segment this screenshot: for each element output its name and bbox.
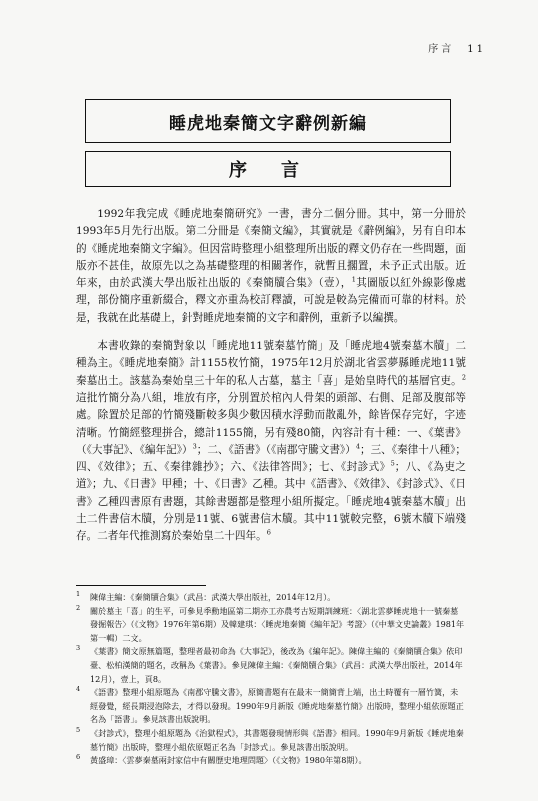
running-header: 序言 11 xyxy=(428,44,486,55)
footnote-number: 1 xyxy=(76,590,81,598)
footnote-number: 4 xyxy=(76,685,81,694)
footnote-number: 3 xyxy=(76,644,81,653)
footnote-ref[interactable]: 5 xyxy=(390,459,395,468)
section-title: 序 言 xyxy=(229,160,307,181)
footnote xyxy=(76,605,466,646)
footnote-text: 陳偉主編：《秦簡牘合集》（武昌：武漢大學出版社，2014年12月）。 xyxy=(90,592,336,602)
section-title-box xyxy=(85,151,451,187)
footnotes xyxy=(76,591,466,768)
footnote-text: 《封診式》，整理小組原題為《治獄程式》，其書題發現情形與《語書》相同。1990年9月新版《睡虎地秦墓竹簡》出版時，整理小組依原題正名為「封診式」。參見該書出版說明。 xyxy=(90,727,464,752)
body-text xyxy=(76,206,466,546)
footnote-ref[interactable]: 2 xyxy=(461,373,466,382)
footnote-ref[interactable]: 1 xyxy=(351,275,356,284)
footnote-text: 《語書》整理小組原題為《南郡守騰文書》，原簡書題有在最末一簡簡背上端，出土時覆有一層竹簧，未經發覺，經長期浸泡除去，才得以發現。1990年9月新版《睡虎地秦墓竹簡》出版時，整理小組依原題正名為「語書」。參見該書出版說明。 xyxy=(90,687,464,725)
footnote xyxy=(76,686,466,727)
footnote-text: 黃盛璋：〈雲夢秦墓兩封家信中有關歷史地理問題〉（《文物》1980年第8期）。 xyxy=(90,755,367,766)
book-title: 睡虎地秦簡文字辭例新編 xyxy=(169,113,367,134)
footnote-number: 2 xyxy=(76,603,81,612)
footnote-text: 關於墓主「喜」的生平，可參見季勳地區第二期亦工亦農考古短期訓練班：〈湖北雲夢睡虎地十一號秦墓發掘報告〉（《文物》1976年第6期）及韓建琪：〈睡虎地秦簡《編年記》考證〉（《中華文史論叢》1981年第一輯）二文。 xyxy=(90,605,465,643)
paragraph: 1992年我完成《睡虎地秦簡研究》一書，書分二個分冊。其中，第一分冊於1993年5月先行出版。第二分冊是《秦簡文編》，其實就是《辭例編》，另有自印本的《睡虎地秦簡文字編》。但因當時整理小組整理所出版的釋文仍存在一些問題，面版亦不甚佳，故原先以之為基礎整理的相關著作，就暫且擱置，未予正式出版。近年來，由於武漢大學出版社出版的《秦簡牘合集》（壹），$^1$其圖版以紅外線影像處理，部份簡序重新綴合，釋文亦重為校訂釋讀，可說是較為完備而可靠的材料。於是，我就在此基礎上，針對睡虎地秦簡的文字和辭例，重新予以編撰。 xyxy=(76,208,467,324)
footnote xyxy=(76,754,466,768)
book-title-box xyxy=(85,99,451,143)
footnote-divider xyxy=(76,585,206,586)
footnote-ref[interactable]: 4 xyxy=(355,442,360,451)
footnote-number: 6 xyxy=(76,753,81,762)
footnote-number: 5 xyxy=(76,725,81,734)
footnote xyxy=(76,645,466,686)
footnote-text: 《葉書》簡文原無篇題，整理者最初命為《大事記》，後改為《編年記》。陳偉主編的《秦簡牘合集》依印臺、松柏漢簡的題名，改稱為《葉書》。參見陳偉主編：《秦簡牘合集》（武昌：武漢大學出版社，2014年12月），壹上，頁8。 xyxy=(90,646,463,684)
footnote-ref[interactable]: 3 xyxy=(192,442,197,451)
footnote xyxy=(76,727,466,754)
paragraph: 本書收錄的秦簡對象以「睡虎地11號秦墓竹簡」及「睡虎地4號秦墓木牘」二種為主。《睡虎地秦簡》計1155枚竹簡，1975年12月於湖北省雲夢縣睡虎地11號秦墓出土。該墓為秦始皇三十年的私人古墓，墓主「喜」是始皇時代的基層官吏。$^2$這批竹簡分為八組，堆放有序，分別置於棺內人骨架的頭部、右側、足部及腹部等處。除置於足部的竹簡殘斷較多與少數因積水浮動而散亂外，餘皆保存完好，字迹清晰。竹簡經整理拼合，總計1155簡，另有殘80簡，內容計有十種：一、《葉書》（《大事記》、《編年記》）$^3$；二、《語書》（《南郡守騰文書》）$^4$；三、《秦律十八種》；四、《效律》；五、《秦律雜抄》；六、《法律答問》；七、《封診式》$^5$；八、《為吏之道》；九、《日書》甲種；十、《日書》乙種。其中《語書》、《效律》、《封診式》、《日書》乙種四書原有書題，其餘書題都是整理小組所擬定。「睡虎地4號秦墓木牘」出土二件書信木牘，分別是11號、6號書信木牘。其中11號較完整，6號木牘下端殘存。二者年代推測寫於秦始皇二十四年。$^6$ xyxy=(76,340,466,543)
footnote xyxy=(76,591,466,605)
footnote-ref[interactable]: 6 xyxy=(266,528,271,537)
